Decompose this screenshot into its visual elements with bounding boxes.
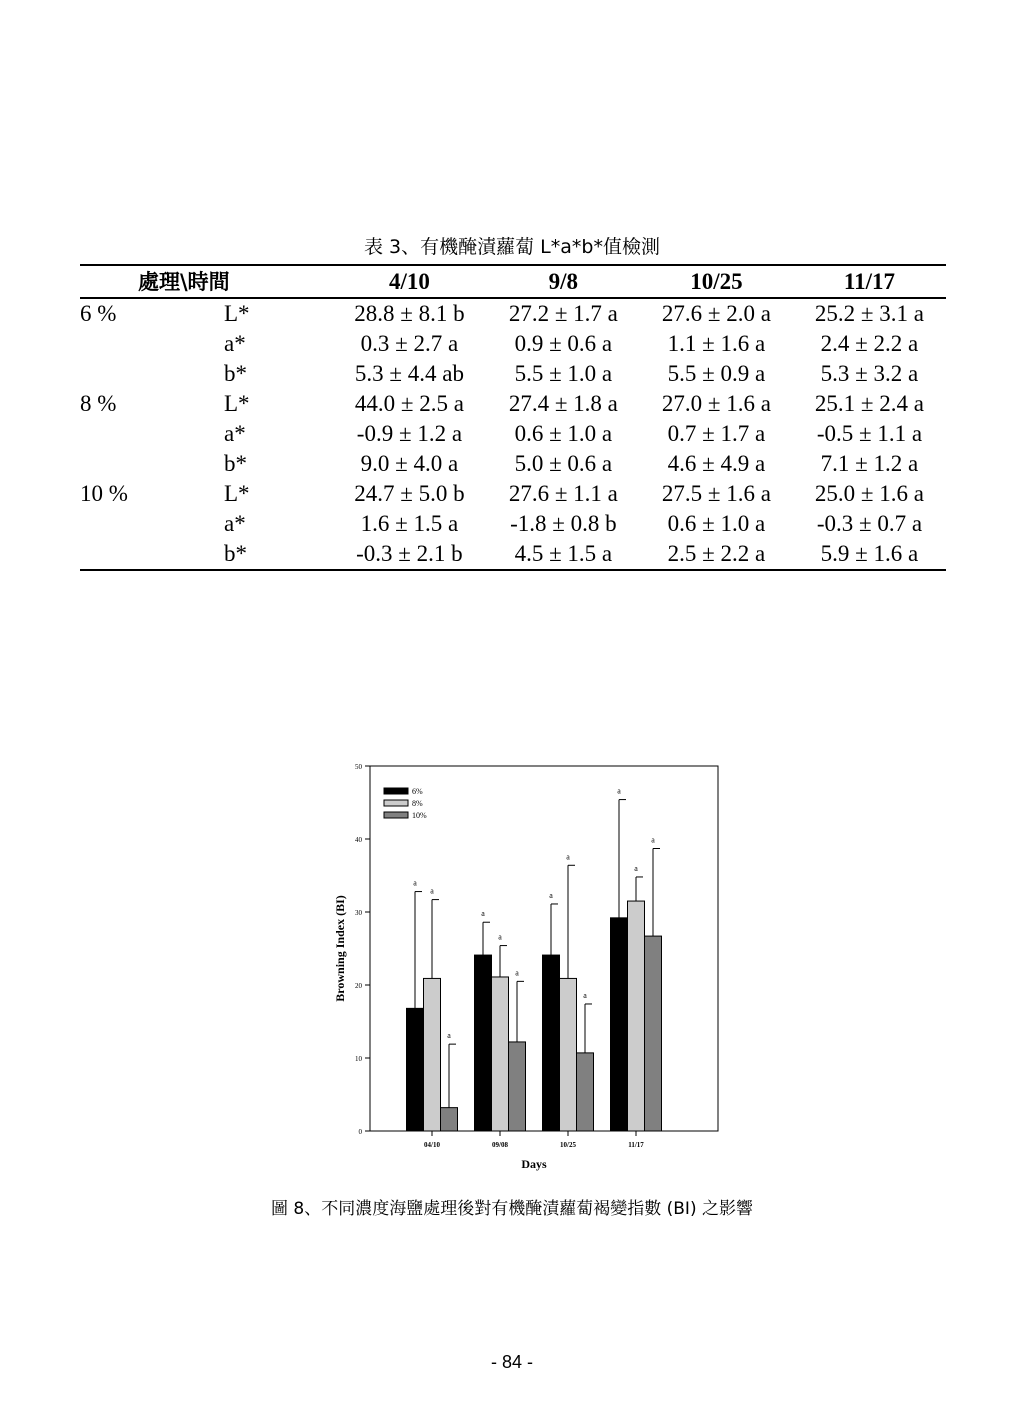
bar (577, 1053, 594, 1131)
legend-label: 6% (412, 787, 423, 796)
header-date-1: 4/10 (388, 268, 430, 294)
header-treatment-time: 處理\時間 (138, 268, 230, 294)
legend-label: 10% (412, 811, 427, 820)
x-tick-label: 11/17 (628, 1141, 644, 1149)
value-cell: 4.5 ± 1.5 a (514, 541, 613, 566)
value-cell: 28.8 ± 8.1 b (354, 301, 465, 326)
y-tick-label: 50 (355, 763, 362, 771)
value-cell: 0.9 ± 0.6 a (514, 331, 613, 356)
value-cell: 25.1 ± 2.4 a (814, 391, 925, 416)
y-tick-label: 10 (355, 1055, 362, 1063)
x-axis-label: Days (521, 1157, 547, 1171)
significance-letter: a (447, 1031, 451, 1041)
value-cell: 27.6 ± 1.1 a (508, 481, 618, 506)
value-cell: 1.6 ± 1.5 a (360, 511, 459, 536)
value-cell: 27.0 ± 1.6 a (661, 391, 771, 416)
value-cell: 5.0 ± 0.6 a (514, 451, 613, 476)
parameter-cell: b* (224, 541, 247, 566)
value-cell: -0.9 ± 1.2 a (356, 421, 463, 446)
value-cell: 27.5 ± 1.6 a (661, 481, 771, 506)
value-cell: 1.1 ± 1.6 a (667, 331, 766, 356)
significance-letter: a (498, 932, 502, 942)
value-cell: 24.7 ± 5.0 b (354, 481, 465, 506)
significance-letter: a (617, 786, 621, 796)
value-cell: 5.9 ± 1.6 a (820, 541, 919, 566)
bar (492, 977, 509, 1131)
bar (475, 955, 492, 1131)
value-cell: 0.7 ± 1.7 a (667, 421, 766, 446)
figure-caption: 圖 8、不同濃度海鹽處理後對有機醃漬蘿蔔褐變指數 (BI) 之影響 (271, 1199, 753, 1219)
legend-swatch (384, 788, 408, 794)
value-cell: 0.6 ± 1.0 a (514, 421, 613, 446)
significance-letter: a (583, 990, 587, 1000)
parameter-cell: b* (224, 361, 247, 386)
header-date-4: 11/17 (843, 268, 896, 294)
significance-letter: a (549, 890, 553, 900)
table-row (80, 389, 946, 419)
y-axis-label: Browning Index (BI) (333, 895, 347, 1002)
header-date-2: 9/8 (548, 268, 579, 294)
x-tick-label: 09/08 (492, 1141, 508, 1149)
value-cell: 0.3 ± 2.7 a (360, 331, 459, 356)
bar (628, 901, 645, 1131)
bar (509, 1042, 526, 1131)
treatment-cell (80, 539, 198, 570)
legend-label: 8% (412, 799, 423, 808)
parameter-cell: a* (224, 511, 246, 536)
treatment-cell (80, 509, 198, 539)
table-row (80, 449, 946, 479)
treatment-cell (80, 419, 198, 449)
value-cell: 5.3 ± 3.2 a (820, 361, 919, 386)
bar (560, 978, 577, 1131)
table-row (80, 539, 946, 570)
significance-letter: a (481, 909, 485, 919)
page-number: - 84 - (490, 1352, 533, 1372)
value-cell: 5.5 ± 0.9 a (667, 361, 766, 386)
bar (407, 1008, 424, 1131)
value-cell: 5.3 ± 4.4 ab (354, 361, 464, 386)
table-row (80, 419, 946, 449)
significance-letter: a (430, 886, 434, 896)
significance-letter: a (413, 878, 417, 888)
table-row (80, 359, 946, 389)
y-tick-label: 40 (355, 836, 362, 844)
y-tick-label: 0 (358, 1128, 362, 1136)
table-row (80, 509, 946, 539)
treatment-cell (80, 359, 198, 389)
value-cell: 2.5 ± 2.2 a (667, 541, 766, 566)
value-cell: -0.3 ± 2.1 b (356, 541, 463, 566)
parameter-cell: L* (224, 481, 250, 506)
x-tick-label: 04/10 (424, 1141, 440, 1149)
y-tick-label: 20 (355, 982, 362, 990)
value-cell: 9.0 ± 4.0 a (360, 451, 459, 476)
table-header-row (80, 265, 946, 298)
value-cell: 4.6 ± 4.9 a (667, 451, 766, 476)
treatment-cell (80, 449, 198, 479)
table-body (80, 298, 946, 570)
lab-values-table (80, 264, 946, 571)
parameter-cell: L* (224, 301, 250, 326)
x-tick-label: 10/25 (560, 1141, 576, 1149)
bar (611, 918, 628, 1131)
value-cell: -0.3 ± 0.7 a (816, 511, 923, 536)
y-tick-label: 30 (355, 909, 362, 917)
value-cell: 25.0 ± 1.6 a (814, 481, 925, 506)
value-cell: 25.2 ± 3.1 a (814, 301, 925, 326)
parameter-cell: a* (224, 331, 246, 356)
significance-letter: a (515, 968, 519, 978)
significance-letter: a (634, 863, 638, 873)
value-cell: 2.4 ± 2.2 a (820, 331, 919, 356)
value-cell: 27.2 ± 1.7 a (508, 301, 618, 326)
bar (543, 955, 560, 1131)
legend-swatch (384, 800, 408, 806)
parameter-cell: a* (224, 421, 246, 446)
parameter-cell: b* (224, 451, 247, 476)
table-row (80, 479, 946, 509)
value-cell: 27.6 ± 2.0 a (661, 301, 771, 326)
treatment-cell (80, 329, 198, 359)
value-cell: 27.4 ± 1.8 a (508, 391, 618, 416)
table-row (80, 329, 946, 359)
browning-index-chart (326, 758, 726, 1178)
bar (424, 978, 441, 1131)
value-cell: 7.1 ± 1.2 a (820, 451, 919, 476)
header-date-3: 10/25 (690, 268, 743, 294)
value-cell: 44.0 ± 2.5 a (354, 391, 464, 416)
table-row (80, 298, 946, 329)
value-cell: 5.5 ± 1.0 a (514, 361, 613, 386)
value-cell: 0.6 ± 1.0 a (667, 511, 766, 536)
significance-letter: a (566, 852, 570, 862)
treatment-cell: 8 % (80, 391, 117, 416)
parameter-cell: L* (224, 391, 250, 416)
table-caption: 表 3、有機醃漬蘿蔔 L*a*b*值檢測 (364, 236, 660, 258)
bar (441, 1108, 458, 1131)
bar-chart-svg (326, 758, 726, 1178)
treatment-cell: 6 % (80, 301, 117, 326)
value-cell: -1.8 ± 0.8 b (510, 511, 617, 536)
treatment-cell: 10 % (80, 481, 128, 506)
significance-letter: a (651, 835, 655, 845)
legend-swatch (384, 812, 408, 818)
bar (645, 936, 662, 1131)
value-cell: -0.5 ± 1.1 a (816, 421, 923, 446)
